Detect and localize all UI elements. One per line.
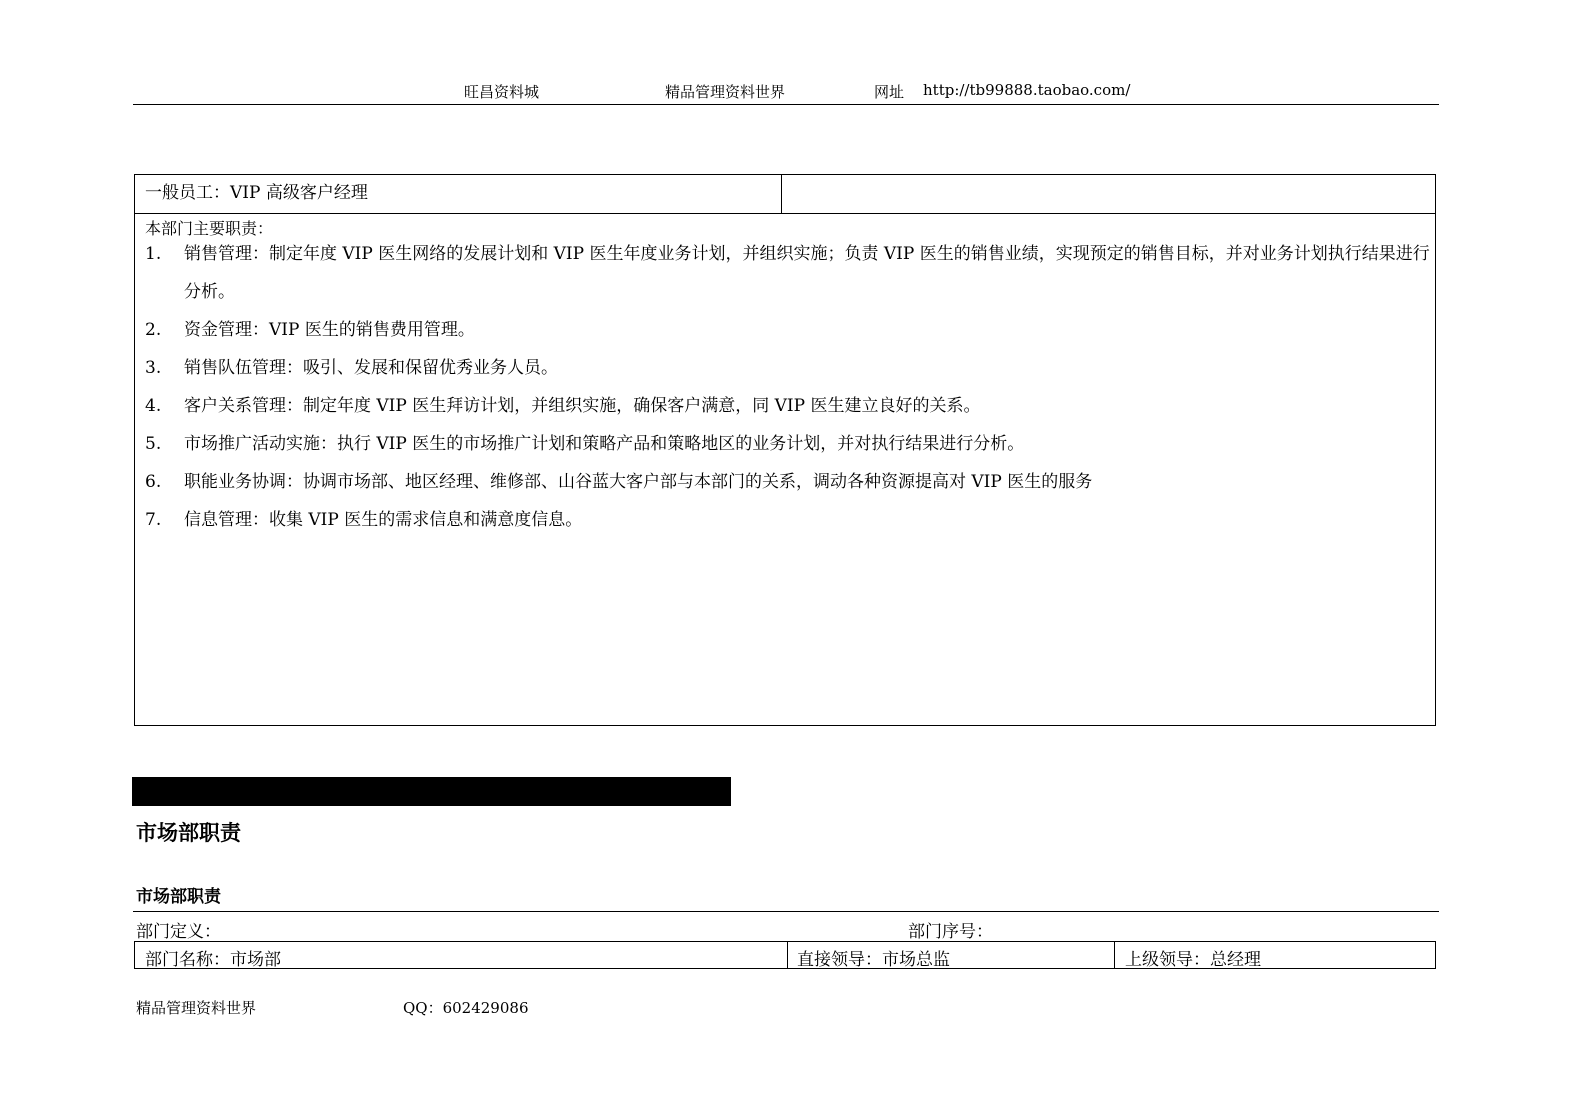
duty-number: 7. bbox=[145, 510, 162, 530]
duty-text: 职能业务协调：协调市场部、地区经理、维修部、山谷蓝大客户部与本部门的关系，调动各种资源提高对 VIP 医生的服务 bbox=[184, 472, 1093, 492]
duties-title: 本部门主要职责： bbox=[145, 219, 274, 238]
duty-number: 4. bbox=[145, 396, 162, 416]
header-company: 旺昌资料城 bbox=[464, 83, 540, 101]
dept-info-rule bbox=[133, 911, 1439, 912]
superior-leader: 上级领导：总经理 bbox=[1125, 950, 1261, 970]
dept-number: 部门序号： bbox=[908, 922, 993, 942]
duty-text: 信息管理：收集 VIP 医生的需求信息和满意度信息。 bbox=[184, 510, 583, 530]
footer-qq: QQ：602429086 bbox=[403, 999, 529, 1017]
duty-number: 5. bbox=[145, 434, 162, 454]
duty-text: 销售管理：制定年度 VIP 医生网络的发展计划和 VIP 医生年度业务计划，并组织实施；负责 VIP 医生的销售业绩，实现预定的销售目标，并对业务计划执行结果进行分析。 bbox=[184, 244, 1430, 302]
dept-info-col-divider bbox=[1114, 941, 1115, 969]
staff-role-label: 一般员工：VIP 高级客户经理 bbox=[145, 183, 368, 203]
duty-number: 1. bbox=[145, 244, 162, 264]
header-divider bbox=[133, 104, 1439, 105]
role-table-row-divider bbox=[134, 213, 1436, 214]
header-url-label: 网址 bbox=[874, 83, 905, 101]
section-heading: 市场部职责 bbox=[136, 821, 241, 845]
header-url[interactable]: http://tb99888.taobao.com/ bbox=[923, 81, 1131, 99]
redaction-bar bbox=[132, 777, 731, 806]
duty-number: 3. bbox=[145, 358, 162, 378]
footer-slogan: 精品管理资料世界 bbox=[136, 999, 257, 1017]
direct-leader: 直接领导：市场总监 bbox=[797, 950, 950, 970]
section-subheading: 市场部职责 bbox=[136, 887, 221, 907]
duty-text: 资金管理：VIP 医生的销售费用管理。 bbox=[184, 320, 475, 340]
duty-text: 客户关系管理：制定年度 VIP 医生拜访计划，并组织实施，确保客户满意，同 VIP 医生建立良好的关系。 bbox=[184, 396, 981, 416]
header-slogan: 精品管理资料世界 bbox=[665, 83, 786, 101]
role-table-col-divider bbox=[781, 174, 782, 214]
duty-text: 市场推广活动实施：执行 VIP 医生的市场推广计划和策略产品和策略地区的业务计划，并对执行结果进行分析。 bbox=[184, 434, 1025, 454]
dept-name: 部门名称：市场部 bbox=[145, 950, 281, 970]
duty-number: 2. bbox=[145, 320, 162, 340]
duty-number: 6. bbox=[145, 472, 162, 492]
dept-info-col-divider bbox=[787, 941, 788, 969]
duty-text: 销售队伍管理：吸引、发展和保留优秀业务人员。 bbox=[184, 358, 558, 378]
dept-definition: 部门定义： bbox=[136, 922, 221, 942]
